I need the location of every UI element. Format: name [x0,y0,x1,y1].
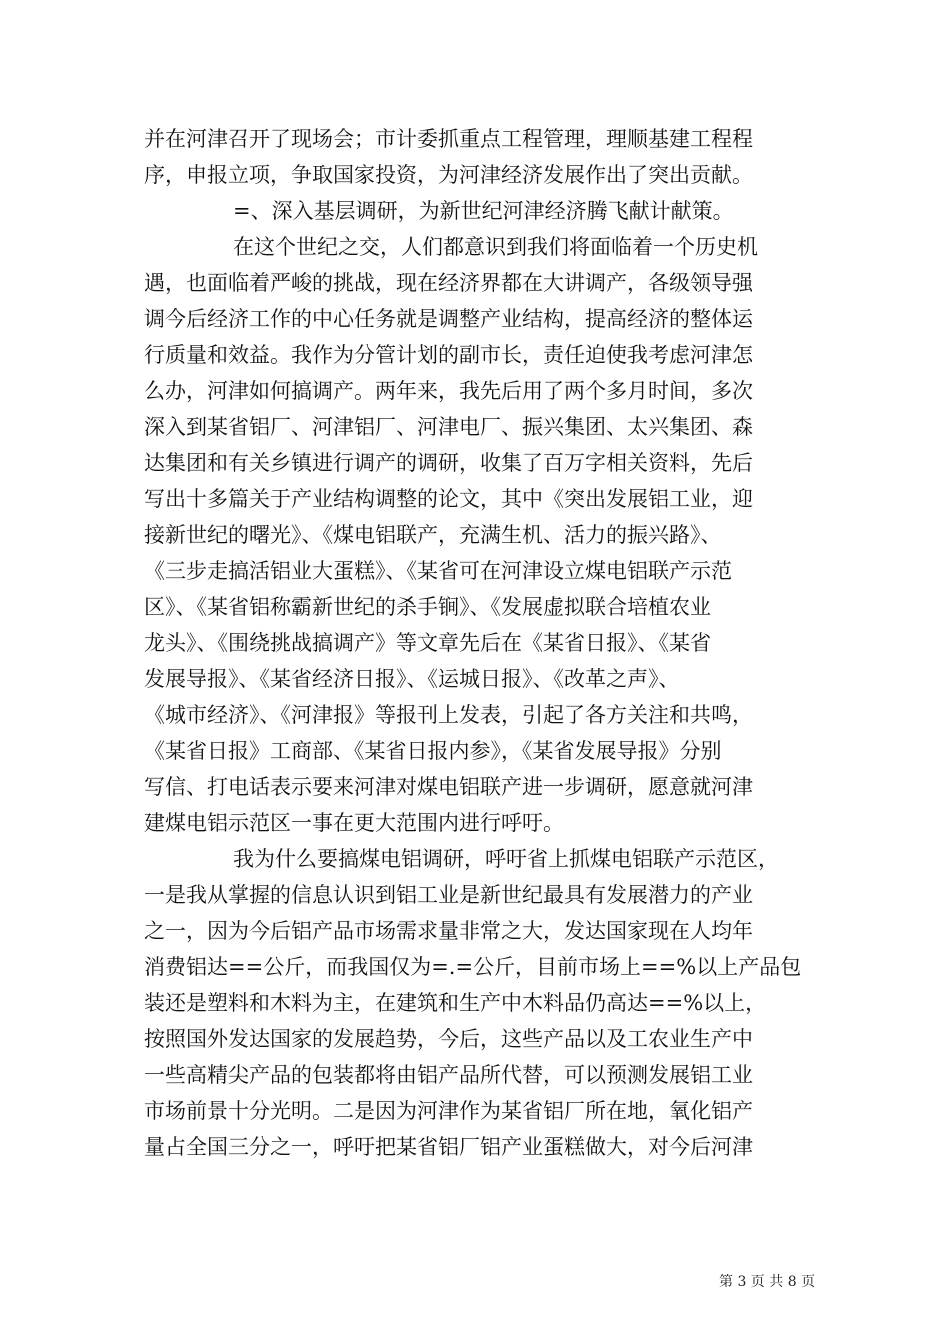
text-line: 一是我从掌握的信息认识到铝工业是新世纪最具有发展潜力的产业 [144,883,753,907]
text-line: 序，申报立项，争取国家投资，为河津经济发展作出了突出贡献。 [144,163,753,187]
text-line: 在这个世纪之交，人们都意识到我们将面临着一个历史机 [233,235,758,259]
text-line: 并在河津召开了现场会；市计委抓重点工程管理，理顺基建工程程 [144,127,753,151]
text-line: 之一，因为今后铝产品市场需求量非常之大，发达国家现在人均年 [144,919,753,943]
text-line: 建煤电铝示范区一事在更大范围内进行呼吁。 [144,811,564,835]
text-line: 深入到某省铝厂、河津铝厂、河津电厂、振兴集团、太兴集团、森 [144,415,753,439]
text-line: 《某省日报》工商部、《某省日报内参》，《某省发展导报》分别 [144,739,722,763]
page-number-footer: 第 3 页 共 8 页 [719,1274,816,1290]
text-line: 调今后经济工作的中心任务就是调整产业结构，提高经济的整体运 [144,307,753,331]
text-line: 接新世纪的曙光》、《煤电铝联产，充满生机、活力的振兴路》、 [144,523,722,547]
text-line: 发展导报》、《某省经济日报》、《运城日报》、《改革之声》、 [144,667,680,691]
text-line: 按照国外发达国家的发展趋势，今后，这些产品以及工农业生产中 [144,1027,753,1051]
text-line: 达集团和有关乡镇进行调产的调研，收集了百万字相关资料，先后 [144,451,753,475]
text-line: 《城市经济》、《河津报》等报刊上发表，引起了各方关注和共鸣， [144,703,753,727]
text-line: 写出十多篇关于产业结构调整的论文，其中《突出发展铝工业，迎 [144,487,753,511]
text-line: 龙头》、《围绕挑战搞调产》等文章先后在《某省日报》、《某省 [144,631,711,655]
text-line: 行质量和效益。我作为分管计划的副市长，责任迫使我考虑河津怎 [144,343,753,367]
text-line: 市场前景十分光明。二是因为河津作为某省铝厂所在地，氧化铝产 [144,1099,753,1123]
text-line: 写信、打电话表示要来河津对煤电铝联产进一步调研，愿意就河津 [144,775,753,799]
text-line: 消费铝达==公斤，而我国仅为=.=公斤，目前市场上==%以上产品包 [144,955,802,979]
text-line: 一些高精尖产品的包装都将由铝产品所代替，可以预测发展铝工业 [144,1063,753,1087]
text-line: 《三步走搞活铝业大蛋糕》、《某省可在河津设立煤电铝联产示范 [144,559,732,583]
text-line: 装还是塑料和木料为主，在建筑和生产中木料品仍高达==%以上， [144,991,767,1015]
text-line: 么办，河津如何搞调产。两年来，我先后用了两个多月时间，多次 [144,379,753,403]
text-line: 区》、《某省铝称霸新世纪的杀手锏》、《发展虚拟联合培植农业 [144,595,711,619]
text-line: 遇，也面临着严峻的挑战，现在经济界都在大讲调产，各级领导强 [144,271,753,295]
text-line: 我为什么要搞煤电铝调研，呼吁省上抓煤电铝联产示范区， [233,847,779,871]
text-line: 量占全国三分之一，呼吁把某省铝厂铝产业蛋糕做大，对今后河津 [144,1135,753,1159]
section-heading: =、深入基层调研，为新世纪河津经济腾飞献计献策。 [233,199,734,223]
